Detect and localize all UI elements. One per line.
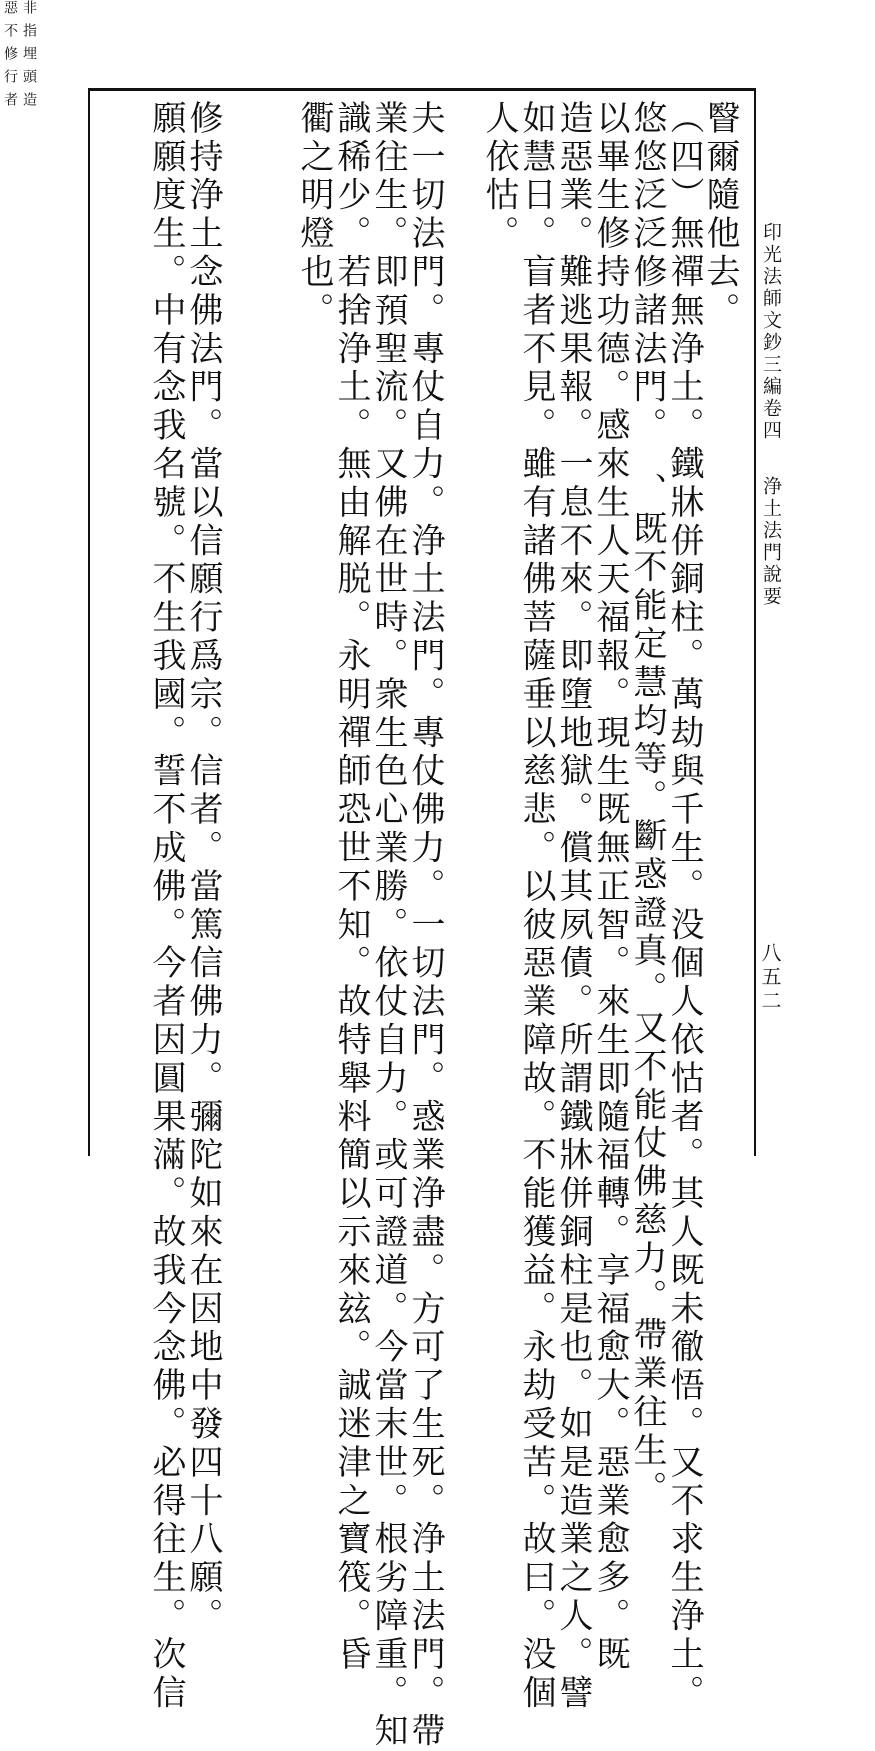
text-column-11: 衢之明燈也。 xyxy=(294,100,334,331)
page-number: 八五二 xyxy=(758,942,782,1014)
text-column-13: 願願度生。中有念我名號。不生我國。誓不成佛。今者因圓果滿。故我今念佛。必得往生。次信 xyxy=(146,100,186,1713)
section-title: 浄土法門說要 xyxy=(760,476,782,608)
text-column-10: 識稀少。若捨浄土。無由解脱。永明禪師恐世不知。故特舉料簡以示來玆。誠迷津之寶筏。昏 xyxy=(331,100,371,1675)
frame-top-rule xyxy=(90,88,755,91)
text-column-6: 如慧日。盲者不見。雖有諸佛菩薩垂以慈悲。以彼惡業障故。不能獲益。永劫受苦。故曰。没個 xyxy=(516,100,556,1713)
text-column-3-tail: 、既不能定慧均等。斷惑證真。又不能仗佛慈力。帶業往生。 xyxy=(627,472,667,1509)
interlinear-note xyxy=(0,0,40,245)
book-title: 印光法師文鈔三編卷四 xyxy=(760,222,782,442)
note-line-2: 惡不修行者 xyxy=(2,0,18,115)
text-column-4: 以畢生修持功德。感來生人天福報。現生既無正智。來生即隨福轉。享福愈大。惡業愈多。既 xyxy=(590,100,630,1675)
frame-right-rule xyxy=(754,88,756,1156)
text-column-3-head: 悠悠泛泛修諸法門。 xyxy=(627,100,667,446)
frame-left-rule xyxy=(88,88,90,1156)
note-line-1: 非指埋頭造 xyxy=(21,0,37,115)
text-column-2: （四）無禪無浄土。鐵牀併銅柱。萬劫與千生。没個人依怙者。其人既未徹悟。又不求生浄土。 xyxy=(664,100,704,1713)
text-column-12: 修持浄土念佛法門。當以信願行爲宗。信者。當篤信佛力。彌陀如來在因地中發四十八願。 xyxy=(183,100,223,1636)
text-column-8: 夫一切法門。專仗自力。浄土法門。專仗佛力。一切法門。惑業浄盡。方可了生死。浄土法門。帶 xyxy=(405,100,445,1751)
text-column-7: 人依怙。 xyxy=(479,100,519,254)
text-column-1: 瞖爾隨他去。 xyxy=(700,100,740,331)
text-column-5: 造惡業。難逃果報。一息不來。即墮地獄。償其夙債。所謂鐵牀併銅柱是也。如是造業之人。譬 xyxy=(553,100,593,1713)
text-column-9: 業往生。即預聖流。又佛在世時。衆生色心業勝。依仗自力。或可證道。今當末世。根劣障重。知 xyxy=(368,100,408,1751)
